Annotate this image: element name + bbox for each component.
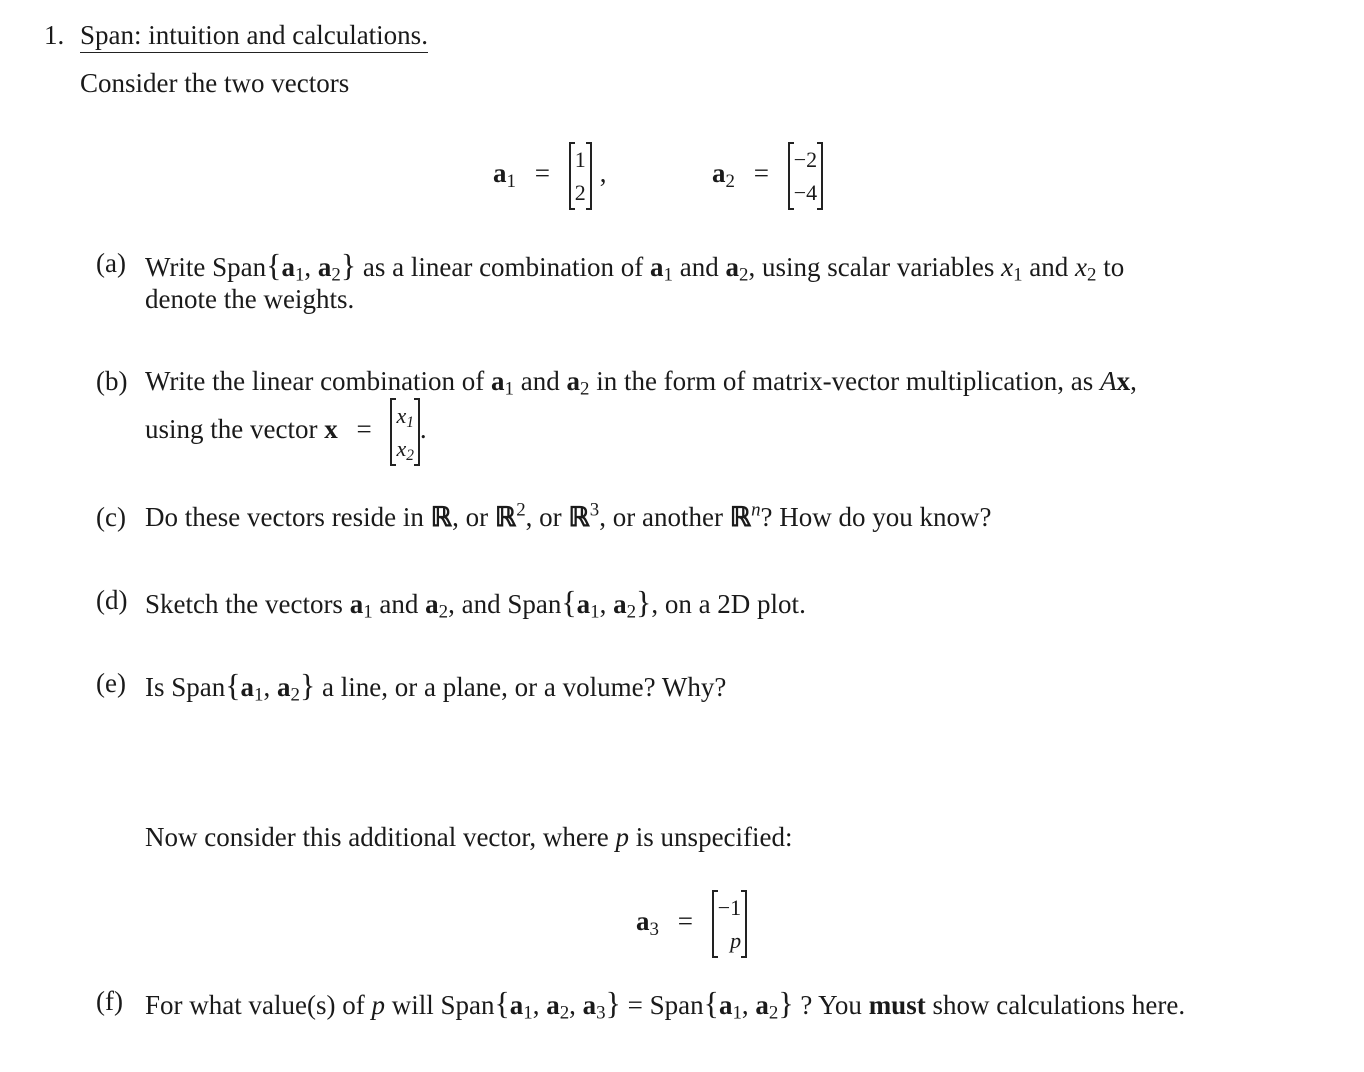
vector-a2-matrix — [788, 142, 823, 210]
x-entry-1: $x_1$ — [396, 403, 414, 431]
part-a-line2: denote the weights. — [145, 284, 355, 314]
part-b-line1: Write the linear combination of $a_1$ and $a_2$ in the form of matrix-vector multiplication, as Ax, — [145, 366, 1137, 400]
a2-entry-2: −4 — [793, 180, 818, 205]
x-entry-2: $x_2$ — [396, 436, 414, 464]
a3-entry-2: p — [730, 928, 742, 953]
vector-a2-definition: $a_2$ = −2 −4 — [712, 142, 823, 210]
a3-entry-1: −1 — [717, 895, 742, 920]
vector-a3-definition: $a_3$ = −1 p — [636, 890, 747, 958]
a1-entry-2: 2 — [574, 180, 586, 205]
part-c-label: (c) — [96, 502, 126, 532]
question-title: Span: intuition and calculations. — [80, 20, 428, 53]
a1-entry-1: 1 — [574, 147, 586, 172]
part-a-label: (a) — [96, 248, 126, 278]
part-d-label: (d) — [96, 585, 128, 615]
part-c-text: Do these vectors reside in ℝ, or ℝ$^2$, or ℝ$^3$, or another ℝ$^n$? How do you know? — [145, 499, 992, 532]
question-number: 1. — [44, 20, 65, 50]
vector-x-matrix — [390, 398, 419, 466]
part-b-line2: using the vector x = $x_1$ $x_2$ . — [145, 398, 427, 466]
part-e-label: (e) — [96, 668, 126, 698]
part-f-text: For what value(s) of p will $Span\{a_1$, $a_2$, $a_3$} = $Span\{a_1$, $a_2$} ? You must show calculations here. — [145, 986, 1186, 1024]
intro-text: Consider the two vectors — [80, 68, 350, 98]
part-a-line1: Write $Span\{a_1$, $a_2$} as a linear combination of $a_1$ and $a_2$, using scalar variables $x_1$ and $x_2$ to — [145, 248, 1125, 286]
a2-entry-1: −2 — [793, 147, 818, 172]
vector-a1-definition: $a_1$ = 1 2 , — [493, 142, 606, 210]
part-d-text: Sketch the vectors $a_1$ and $a_2$, and $Span\{a_1$, $a_2$}, on a 2D plot. — [145, 585, 806, 623]
additional-vector-intro: Now consider this additional vector, where p is unspecified: — [145, 822, 793, 852]
part-f-label: (f) — [96, 986, 123, 1016]
vector-a3-matrix — [712, 890, 747, 958]
vector-a1-matrix — [569, 142, 592, 210]
part-b-label: (b) — [96, 366, 128, 396]
part-e-text: Is $Span\{a_1$, $a_2$} a line, or a plane, or a volume? Why? — [145, 668, 727, 706]
